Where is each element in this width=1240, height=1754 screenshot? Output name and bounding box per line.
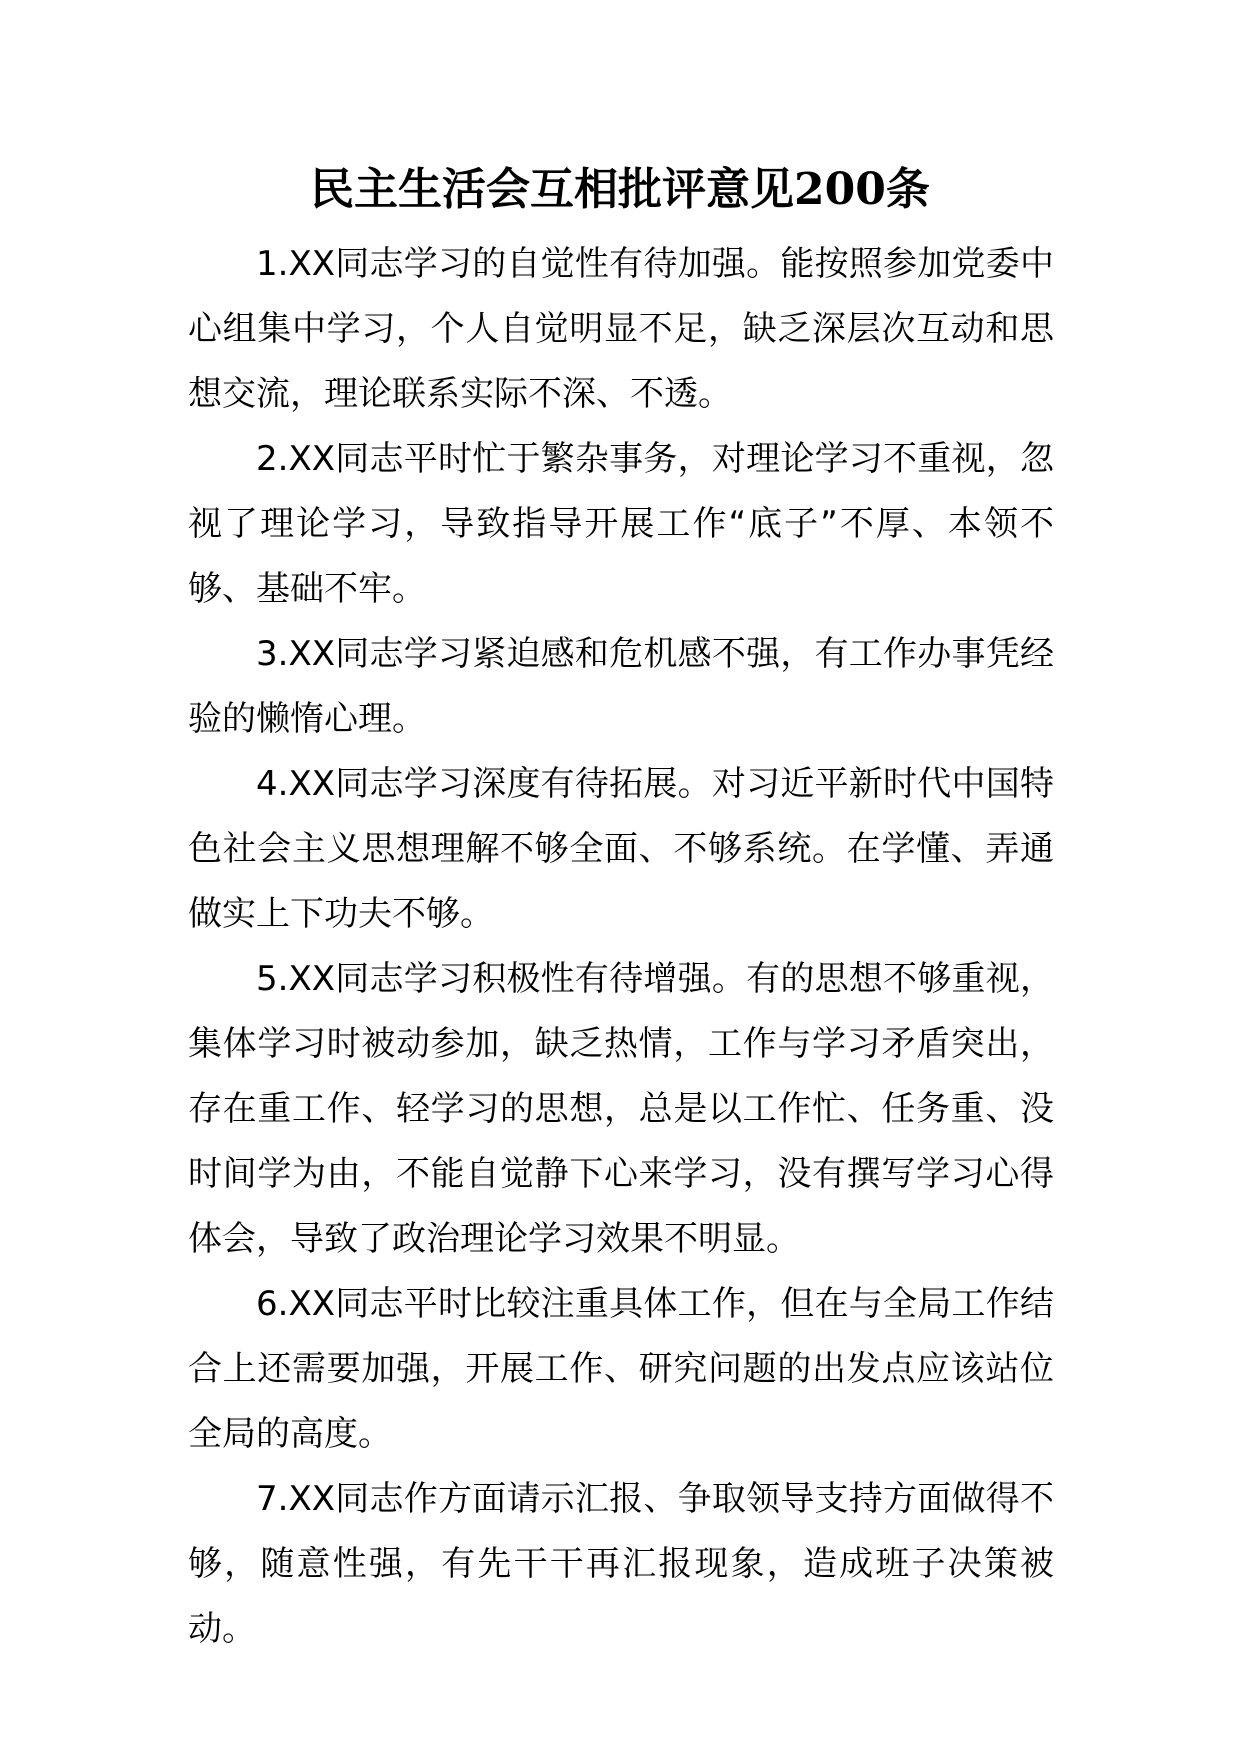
paragraph-4: 4.XX同志学习深度有待拓展。对习近平新时代中国特色社会主义思想理解不够全面、不够系统。在学懂、弄通做实上下功夫不够。 [188, 764, 1054, 934]
paragraph-2: 2.XX同志平时忙于繁杂事务，对理论学习不重视，忽视了理论学习，导致指导开展工作“底子”不厚、本领不够、基础不牢。 [188, 439, 1054, 609]
paragraph-3: 3.XX同志学习紧迫感和危机感不强，有工作办事凭经验的懒惰心理。 [188, 634, 1054, 739]
document-body [188, 232, 1054, 1662]
paragraph-6: 6.XX同志平时比较注重具体工作，但在与全局工作结合上还需要加强，开展工作、研究问题的出发点应该站位全局的高度。 [188, 1284, 1054, 1454]
document-title: 民主生活会互相批评意见200条 [310, 164, 930, 215]
paragraph-7: 7.XX同志作方面请示汇报、争取领导支持方面做得不够，随意性强，有先干干再汇报现象，造成班子决策被动。 [188, 1479, 1054, 1649]
paragraph-1: 1.XX同志学习的自觉性有待加强。能按照参加党委中心组集中学习，个人自觉明显不足，缺乏深层次互动和思想交流，理论联系实际不深、不透。 [188, 244, 1054, 414]
paragraph-5: 5.XX同志学习积极性有待增强。有的思想不够重视，集体学习时被动参加，缺乏热情，工作与学习矛盾突出，存在重工作、轻学习的思想，总是以工作忙、任务重、没时间学为由，不能自觉静下心来学习，没有撰写学习心得体会，导致了政治理论学习效果不明显。 [188, 959, 1054, 1259]
